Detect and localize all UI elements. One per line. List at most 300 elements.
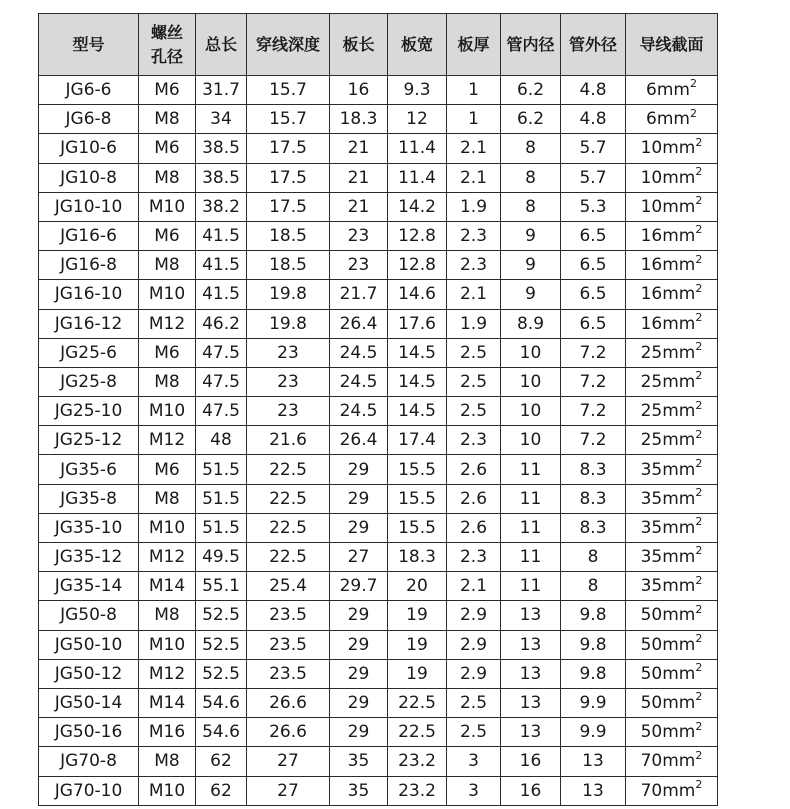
- cell-outer-diameter: 5.7: [561, 163, 626, 192]
- cell-wire-depth: 18.5: [247, 221, 330, 250]
- table-row: [39, 426, 718, 455]
- cell-screw-hole: M16: [139, 718, 196, 747]
- cell-model: JG35-14: [39, 572, 139, 601]
- unit-mm: mm: [662, 693, 696, 714]
- header-wire-section: 导线截面: [626, 14, 718, 76]
- table-row: [39, 76, 718, 105]
- cell-wire-section: [626, 105, 718, 134]
- unit-exponent: 2: [695, 486, 703, 500]
- wire-section-value: 16: [640, 255, 663, 276]
- cell-wire-depth: 22.5: [247, 513, 330, 542]
- cell-outer-diameter: 8: [561, 572, 626, 601]
- cell-wire-section: [626, 397, 718, 426]
- cell-model: JG50-10: [39, 630, 139, 659]
- cell-total-length: 41.5: [196, 221, 247, 250]
- cell-model: JG50-14: [39, 688, 139, 717]
- cell-plate-length: 29: [330, 630, 388, 659]
- cell-total-length: 47.5: [196, 338, 247, 367]
- unit-exponent: 2: [695, 515, 703, 529]
- cell-wire-depth: 23: [247, 367, 330, 396]
- unit-exponent: 2: [689, 106, 697, 120]
- table-row: [39, 776, 718, 805]
- unit-mm: mm: [662, 226, 696, 247]
- cell-model: JG70-10: [39, 776, 139, 805]
- table-row: [39, 630, 718, 659]
- cell-total-length: 41.5: [196, 280, 247, 309]
- unit-mm: mm: [662, 371, 696, 392]
- cell-plate-thickness: 2.9: [447, 601, 501, 630]
- cell-inner-diameter: 9: [501, 251, 561, 280]
- unit-exponent: 2: [695, 427, 703, 441]
- cell-wire-depth: 21.6: [247, 426, 330, 455]
- cell-total-length: 62: [196, 747, 247, 776]
- cell-wire-depth: 15.7: [247, 105, 330, 134]
- unit-mm: mm: [662, 547, 696, 568]
- cell-outer-diameter: 9.8: [561, 601, 626, 630]
- cell-total-length: 47.5: [196, 397, 247, 426]
- wire-section-value: 50: [640, 722, 663, 743]
- unit-exponent: 2: [695, 573, 703, 587]
- cell-screw-hole: M8: [139, 367, 196, 396]
- unit-mm: mm: [662, 605, 696, 626]
- unit-exponent: 2: [695, 135, 703, 149]
- cell-screw-hole: M10: [139, 397, 196, 426]
- table-body: [39, 76, 718, 806]
- cell-outer-diameter: 5.3: [561, 192, 626, 221]
- unit-mm: mm: [662, 722, 696, 743]
- cell-plate-width: 18.3: [388, 543, 447, 572]
- cell-plate-length: 27: [330, 543, 388, 572]
- cell-inner-diameter: 8: [501, 163, 561, 192]
- cell-plate-thickness: 2.6: [447, 484, 501, 513]
- unit-exponent: 2: [695, 719, 703, 733]
- table-row: [39, 251, 718, 280]
- cell-inner-diameter: 11: [501, 543, 561, 572]
- cell-model: JG10-6: [39, 134, 139, 163]
- cell-plate-width: 23.2: [388, 776, 447, 805]
- cell-inner-diameter: 10: [501, 367, 561, 396]
- cell-screw-hole: M10: [139, 192, 196, 221]
- cell-plate-thickness: 2.3: [447, 251, 501, 280]
- unit-exponent: 2: [695, 602, 703, 616]
- cell-wire-section: [626, 192, 718, 221]
- cell-wire-section: [626, 601, 718, 630]
- unit-exponent: 2: [695, 544, 703, 558]
- cell-outer-diameter: 13: [561, 747, 626, 776]
- cell-plate-length: 29: [330, 601, 388, 630]
- cell-plate-length: 23: [330, 251, 388, 280]
- cell-plate-width: 14.5: [388, 397, 447, 426]
- cell-plate-width: 20: [388, 572, 447, 601]
- unit-exponent: 2: [695, 632, 703, 645]
- cell-inner-diameter: 10: [501, 338, 561, 367]
- cell-screw-hole: M6: [139, 134, 196, 163]
- cell-wire-depth: 23: [247, 338, 330, 367]
- cell-plate-length: 21: [330, 192, 388, 221]
- cell-model: JG50-8: [39, 601, 139, 630]
- wire-section-value: 50: [640, 605, 663, 626]
- wire-section-value: 16: [640, 313, 663, 334]
- cell-inner-diameter: 11: [501, 455, 561, 484]
- cell-total-length: 51.5: [196, 455, 247, 484]
- cell-plate-width: 15.5: [388, 484, 447, 513]
- wire-section-value: 25: [640, 342, 663, 363]
- cell-plate-width: 12.8: [388, 251, 447, 280]
- cell-plate-thickness: 1: [447, 76, 501, 105]
- table-row: [39, 221, 718, 250]
- table-row: [39, 338, 718, 367]
- cell-plate-thickness: 2.9: [447, 659, 501, 688]
- cell-plate-width: 15.5: [388, 455, 447, 484]
- cell-plate-length: 26.4: [330, 309, 388, 338]
- cell-outer-diameter: 8.3: [561, 513, 626, 542]
- cell-outer-diameter: 7.2: [561, 397, 626, 426]
- wire-section-value: 35: [640, 547, 663, 568]
- table-row: [39, 134, 718, 163]
- unit-exponent: 2: [695, 252, 703, 266]
- cell-inner-diameter: 13: [501, 659, 561, 688]
- cell-plate-length: 24.5: [330, 397, 388, 426]
- cell-wire-section: [626, 251, 718, 280]
- cell-wire-section: [626, 484, 718, 513]
- cell-plate-thickness: 2.3: [447, 426, 501, 455]
- cell-plate-thickness: 2.1: [447, 134, 501, 163]
- cell-plate-length: 21: [330, 134, 388, 163]
- table-row: [39, 367, 718, 396]
- table-header-row: [39, 14, 718, 76]
- cell-wire-depth: 27: [247, 776, 330, 805]
- cell-screw-hole: M12: [139, 426, 196, 455]
- wire-section-value: 25: [640, 401, 663, 422]
- cell-wire-section: [626, 659, 718, 688]
- wire-section-value: 25: [640, 430, 663, 451]
- unit-mm: mm: [656, 80, 690, 101]
- table-row: [39, 718, 718, 747]
- cell-wire-section: [626, 455, 718, 484]
- cell-model: JG70-8: [39, 747, 139, 776]
- table-row: [39, 280, 718, 309]
- cell-plate-thickness: 2.5: [447, 397, 501, 426]
- cell-model: JG25-6: [39, 338, 139, 367]
- cell-wire-section: [626, 76, 718, 105]
- cell-total-length: 51.5: [196, 484, 247, 513]
- cell-plate-width: 14.2: [388, 192, 447, 221]
- cell-plate-thickness: 2.1: [447, 163, 501, 192]
- header-plate-length: 板长: [330, 14, 388, 76]
- cell-model: JG10-10: [39, 192, 139, 221]
- cell-wire-section: [626, 134, 718, 163]
- cell-total-length: 47.5: [196, 367, 247, 396]
- cell-plate-thickness: 2.5: [447, 367, 501, 396]
- cell-wire-section: [626, 688, 718, 717]
- cell-inner-diameter: 13: [501, 601, 561, 630]
- cell-plate-thickness: 3: [447, 747, 501, 776]
- cell-plate-width: 19: [388, 659, 447, 688]
- cell-wire-depth: 17.5: [247, 134, 330, 163]
- unit-exponent: 2: [695, 223, 703, 237]
- cell-plate-thickness: 2.3: [447, 221, 501, 250]
- cell-plate-width: 9.3: [388, 76, 447, 105]
- wire-section-value: 10: [640, 167, 663, 188]
- cell-wire-section: [626, 163, 718, 192]
- cell-inner-diameter: 10: [501, 426, 561, 455]
- unit-mm: mm: [662, 313, 696, 334]
- cell-model: JG35-10: [39, 513, 139, 542]
- cell-plate-thickness: 3: [447, 776, 501, 805]
- unit-exponent: 2: [695, 310, 703, 324]
- cell-total-length: 38.5: [196, 163, 247, 192]
- cell-plate-length: 18.3: [330, 105, 388, 134]
- cell-screw-hole: M12: [139, 309, 196, 338]
- cell-plate-length: 35: [330, 776, 388, 805]
- table-row: [39, 688, 718, 717]
- cell-plate-length: 21.7: [330, 280, 388, 309]
- cell-plate-width: 14.5: [388, 367, 447, 396]
- cell-plate-length: 26.4: [330, 426, 388, 455]
- cell-plate-thickness: 2.1: [447, 280, 501, 309]
- cell-inner-diameter: 11: [501, 513, 561, 542]
- cell-wire-depth: 22.5: [247, 484, 330, 513]
- unit-mm: mm: [662, 401, 696, 422]
- cell-screw-hole: M6: [139, 338, 196, 367]
- cell-outer-diameter: 9.9: [561, 718, 626, 747]
- cell-screw-hole: M8: [139, 163, 196, 192]
- header-model: 型号: [39, 14, 139, 76]
- unit-exponent: 2: [695, 165, 703, 178]
- cell-wire-section: [626, 426, 718, 455]
- table-row: [39, 601, 718, 630]
- cell-plate-width: 22.5: [388, 688, 447, 717]
- cell-wire-section: [626, 630, 718, 659]
- cell-wire-depth: 23: [247, 397, 330, 426]
- cell-plate-width: 11.4: [388, 163, 447, 192]
- cell-plate-length: 29: [330, 718, 388, 747]
- cell-screw-hole: M14: [139, 572, 196, 601]
- cell-plate-width: 19: [388, 601, 447, 630]
- unit-mm: mm: [662, 634, 696, 655]
- cell-outer-diameter: 9.8: [561, 630, 626, 659]
- cell-total-length: 51.5: [196, 513, 247, 542]
- cell-outer-diameter: 7.2: [561, 426, 626, 455]
- cell-model: JG50-16: [39, 718, 139, 747]
- cell-plate-length: 29: [330, 484, 388, 513]
- cell-model: JG10-8: [39, 163, 139, 192]
- cell-plate-width: 14.5: [388, 338, 447, 367]
- cell-model: JG50-12: [39, 659, 139, 688]
- wire-section-value: 35: [640, 488, 663, 509]
- cell-total-length: 38.2: [196, 192, 247, 221]
- wire-section-value: 6: [646, 80, 657, 101]
- cell-outer-diameter: 6.5: [561, 251, 626, 280]
- cell-wire-depth: 17.5: [247, 163, 330, 192]
- cell-plate-length: 29.7: [330, 572, 388, 601]
- cell-plate-width: 22.5: [388, 718, 447, 747]
- cell-plate-thickness: 2.1: [447, 572, 501, 601]
- cell-total-length: 31.7: [196, 76, 247, 105]
- header-wire-depth: 穿线深度: [247, 14, 330, 76]
- cell-plate-length: 24.5: [330, 338, 388, 367]
- unit-mm: mm: [662, 751, 696, 772]
- spec-table-container: [38, 13, 718, 806]
- wire-section-value: 70: [640, 751, 663, 772]
- unit-exponent: 2: [695, 777, 703, 791]
- cell-plate-width: 17.4: [388, 426, 447, 455]
- cell-plate-length: 24.5: [330, 367, 388, 396]
- cell-screw-hole: M10: [139, 630, 196, 659]
- cell-screw-hole: M6: [139, 221, 196, 250]
- cell-plate-length: 29: [330, 659, 388, 688]
- cell-wire-depth: 27: [247, 747, 330, 776]
- cell-inner-diameter: 13: [501, 688, 561, 717]
- cell-total-length: 52.5: [196, 659, 247, 688]
- cell-model: JG16-12: [39, 309, 139, 338]
- cell-wire-section: [626, 747, 718, 776]
- cell-plate-length: 35: [330, 747, 388, 776]
- cell-model: JG16-8: [39, 251, 139, 280]
- header-screw-hole: 螺丝孔径: [139, 14, 196, 76]
- cell-plate-length: 16: [330, 76, 388, 105]
- cell-plate-thickness: 2.9: [447, 630, 501, 659]
- cell-wire-depth: 17.5: [247, 192, 330, 221]
- unit-mm: mm: [662, 284, 696, 305]
- table-row: [39, 543, 718, 572]
- wire-section-value: 35: [640, 459, 663, 480]
- table-row: [39, 163, 718, 192]
- cell-model: JG35-8: [39, 484, 139, 513]
- unit-mm: mm: [662, 430, 696, 451]
- cell-plate-width: 23.2: [388, 747, 447, 776]
- header-outer-diameter: 管外径: [561, 14, 626, 76]
- wire-section-value: 50: [640, 663, 663, 684]
- cell-wire-depth: 26.6: [247, 688, 330, 717]
- table-row: [39, 105, 718, 134]
- spec-table: [38, 13, 718, 806]
- unit-exponent: 2: [695, 398, 703, 412]
- wire-section-value: 35: [640, 517, 663, 538]
- cell-screw-hole: M14: [139, 688, 196, 717]
- cell-outer-diameter: 13: [561, 776, 626, 805]
- cell-inner-diameter: 8: [501, 192, 561, 221]
- unit-mm: mm: [662, 780, 696, 801]
- cell-outer-diameter: 8.3: [561, 484, 626, 513]
- cell-wire-depth: 23.5: [247, 659, 330, 688]
- cell-inner-diameter: 16: [501, 747, 561, 776]
- cell-inner-diameter: 9: [501, 280, 561, 309]
- unit-exponent: 2: [695, 194, 703, 208]
- cell-plate-width: 12.8: [388, 221, 447, 250]
- unit-mm: mm: [662, 167, 696, 188]
- cell-wire-section: [626, 367, 718, 396]
- cell-wire-depth: 19.8: [247, 309, 330, 338]
- cell-plate-length: 29: [330, 688, 388, 717]
- header-inner-diameter: 管内径: [501, 14, 561, 76]
- cell-total-length: 54.6: [196, 718, 247, 747]
- cell-model: JG25-8: [39, 367, 139, 396]
- cell-plate-length: 23: [330, 221, 388, 250]
- unit-mm: mm: [662, 138, 696, 159]
- cell-screw-hole: M8: [139, 105, 196, 134]
- cell-wire-section: [626, 572, 718, 601]
- cell-wire-depth: 18.5: [247, 251, 330, 280]
- wire-section-value: 35: [640, 576, 663, 597]
- cell-screw-hole: M10: [139, 513, 196, 542]
- unit-mm: mm: [656, 109, 690, 130]
- unit-mm: mm: [662, 459, 696, 480]
- cell-inner-diameter: 6.2: [501, 105, 561, 134]
- cell-model: JG6-6: [39, 76, 139, 105]
- cell-model: JG6-8: [39, 105, 139, 134]
- cell-outer-diameter: 8: [561, 543, 626, 572]
- cell-plate-length: 29: [330, 455, 388, 484]
- cell-inner-diameter: 11: [501, 484, 561, 513]
- cell-wire-depth: 22.5: [247, 543, 330, 572]
- cell-screw-hole: M8: [139, 251, 196, 280]
- cell-outer-diameter: 6.5: [561, 309, 626, 338]
- cell-model: JG16-6: [39, 221, 139, 250]
- cell-total-length: 34: [196, 105, 247, 134]
- cell-total-length: 38.5: [196, 134, 247, 163]
- table-row: [39, 659, 718, 688]
- cell-screw-hole: M8: [139, 747, 196, 776]
- cell-wire-depth: 19.8: [247, 280, 330, 309]
- cell-model: JG25-12: [39, 426, 139, 455]
- cell-model: JG16-10: [39, 280, 139, 309]
- unit-mm: mm: [662, 488, 696, 509]
- cell-inner-diameter: 9: [501, 221, 561, 250]
- unit-exponent: 2: [695, 690, 703, 704]
- cell-wire-section: [626, 776, 718, 805]
- table-row: [39, 484, 718, 513]
- table-row: [39, 309, 718, 338]
- cell-inner-diameter: 13: [501, 718, 561, 747]
- cell-outer-diameter: 6.5: [561, 221, 626, 250]
- cell-model: JG25-10: [39, 397, 139, 426]
- wire-section-value: 6: [646, 109, 657, 130]
- wire-section-value: 16: [640, 226, 663, 247]
- table-row: [39, 455, 718, 484]
- unit-exponent: 2: [695, 340, 703, 354]
- cell-wire-section: [626, 280, 718, 309]
- cell-screw-hole: M12: [139, 659, 196, 688]
- wire-section-value: 10: [640, 138, 663, 159]
- cell-plate-thickness: 2.6: [447, 455, 501, 484]
- cell-model: JG35-6: [39, 455, 139, 484]
- unit-exponent: 2: [695, 748, 703, 762]
- cell-plate-width: 14.6: [388, 280, 447, 309]
- cell-total-length: 49.5: [196, 543, 247, 572]
- cell-outer-diameter: 6.5: [561, 280, 626, 309]
- cell-plate-width: 15.5: [388, 513, 447, 542]
- cell-plate-thickness: 2.5: [447, 718, 501, 747]
- cell-wire-section: [626, 338, 718, 367]
- cell-total-length: 52.5: [196, 601, 247, 630]
- unit-mm: mm: [662, 196, 696, 217]
- table-row: [39, 572, 718, 601]
- cell-inner-diameter: 8: [501, 134, 561, 163]
- cell-plate-length: 21: [330, 163, 388, 192]
- cell-wire-depth: 15.7: [247, 76, 330, 105]
- cell-plate-length: 29: [330, 513, 388, 542]
- cell-screw-hole: M8: [139, 484, 196, 513]
- cell-wire-section: [626, 221, 718, 250]
- cell-plate-thickness: 1.9: [447, 192, 501, 221]
- cell-plate-thickness: 2.6: [447, 513, 501, 542]
- cell-total-length: 41.5: [196, 251, 247, 280]
- cell-wire-depth: 25.4: [247, 572, 330, 601]
- cell-inner-diameter: 13: [501, 630, 561, 659]
- unit-exponent: 2: [695, 369, 703, 383]
- cell-plate-width: 12: [388, 105, 447, 134]
